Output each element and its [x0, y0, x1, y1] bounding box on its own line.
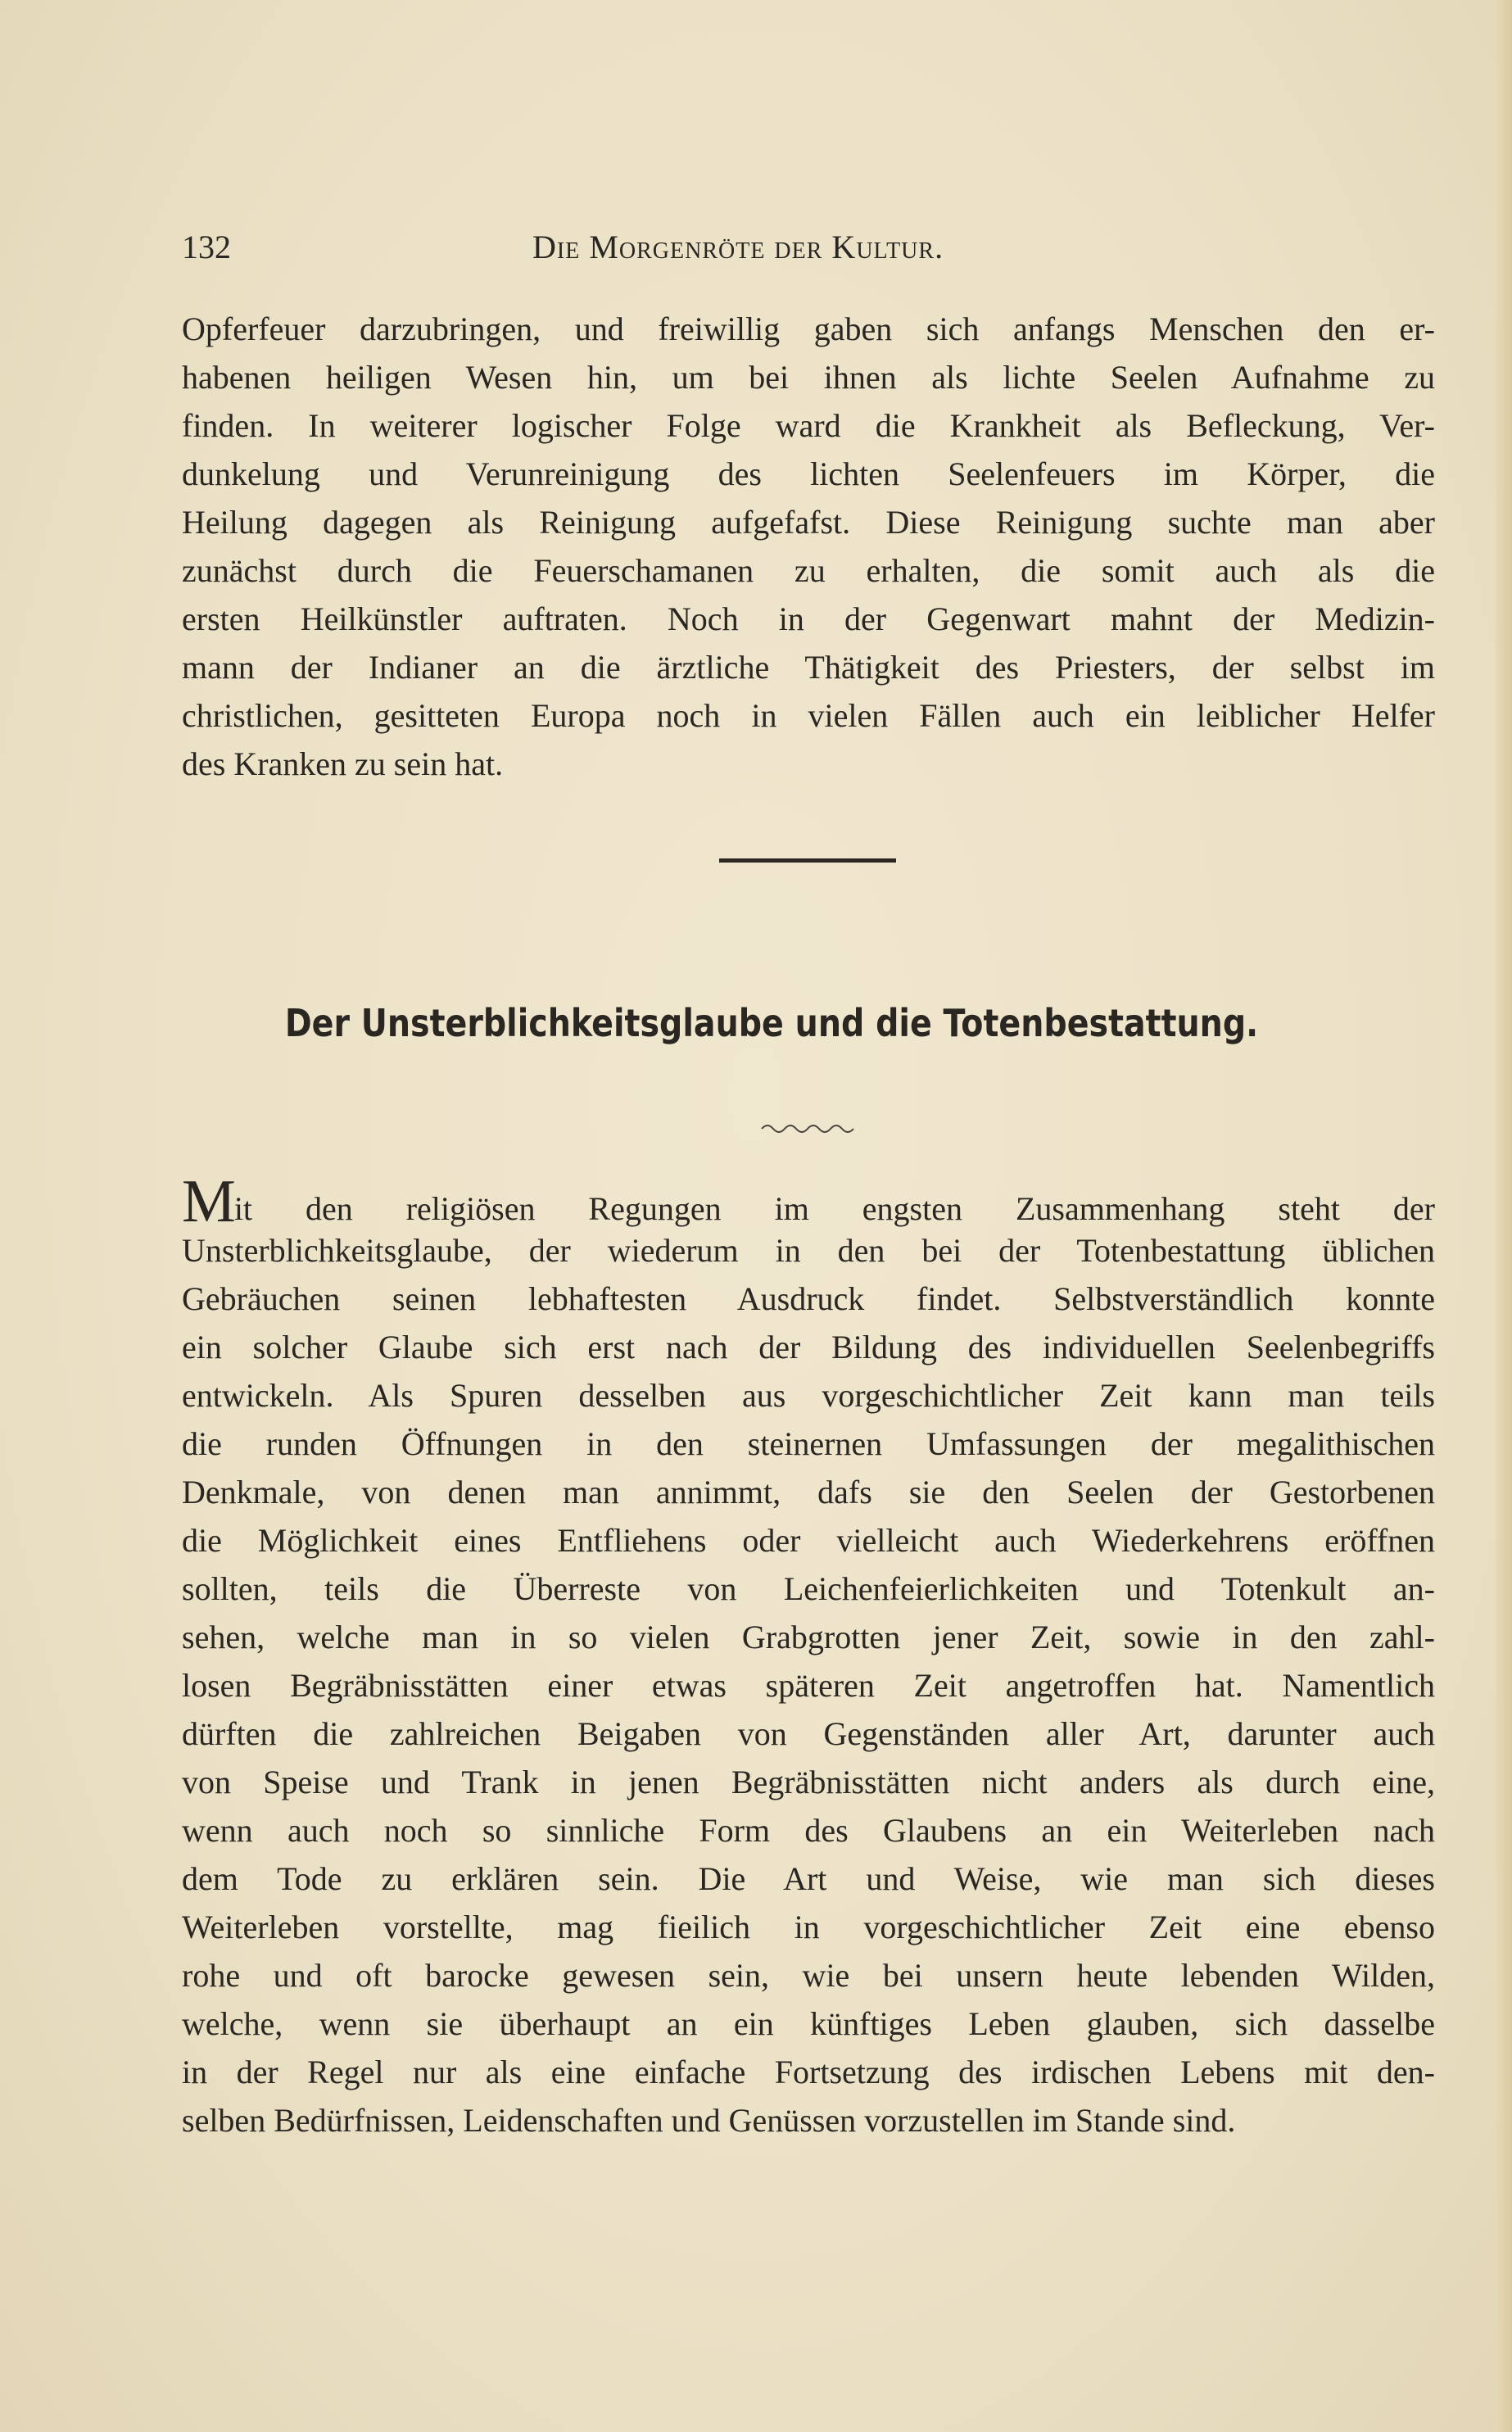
text-line: selben Bedürfnissen, Leidenschaften und Genüssen vorzustellen im Stande sind. — [182, 2102, 1236, 2139]
first-line — [182, 1168, 1435, 1235]
wave-ornament-icon — [760, 1119, 855, 1135]
text-line: finden. In weiterer logischer Folge ward die Krankheit als Befleckung, Ver- — [182, 407, 1435, 444]
text-line: mann der Indianer an die ärztliche Thätigkeit des Priesters, der selbst im — [182, 649, 1435, 686]
paragraph-2 — [182, 1168, 1435, 2144]
paragraph-1 — [182, 305, 1435, 788]
text-line: dem Tode zu erklären sein. Die Art und Weise, wie man sich dieses — [182, 1860, 1435, 1897]
text-line: habenen heiligen Wesen hin, um bei ihnen als lichte Seelen Aufnahme zu — [182, 359, 1435, 396]
text-line: die runden Öffnungen in den steinernen Umfassungen der megalithischen — [182, 1425, 1435, 1462]
text-line: entwickeln. Als Spuren desselben aus vorgeschichtlicher Zeit kann man teils — [182, 1377, 1435, 1414]
page-number: 132 — [182, 229, 231, 265]
running-head: Die Morgenröte der Kultur. — [532, 229, 944, 265]
text-line: welche, wenn sie überhaupt an ein künftiges Leben glauben, sich dasselbe — [182, 2005, 1435, 2042]
text-line: losen Begräbnisstätten einer etwas späteren Zeit angetroffen hat. Namentlich — [182, 1667, 1435, 1704]
text-line: zunächst durch die Feuerschamanen zu erhalten, die somit auch als die — [182, 552, 1435, 589]
text-line: Gebräuchen seinen lebhaftesten Ausdruck findet. Selbstverständlich konnte — [182, 1280, 1435, 1317]
text-line: sollten, teils die Überreste von Leichenfeierlichkeiten und Totenkult an- — [182, 1570, 1435, 1607]
text-line: christlichen, gesitteten Europa noch in vielen Fällen auch ein leiblicher Helfer — [182, 697, 1435, 734]
text-line: Heilung dagegen als Reinigung aufgefafst. Diese Reinigung suchte man aber — [182, 504, 1435, 541]
page-header — [182, 228, 1443, 277]
first-line-text: it den religiösen Regungen im engsten Zusammenhang steht der — [233, 1190, 1435, 1227]
text-line: sehen, welche man in so vielen Grabgrotten jener Zeit, sowie in den zahl- — [182, 1619, 1435, 1655]
text-line: Weiterleben vorstellte, mag fieilich in vorgeschichtlicher Zeit eine ebenso — [182, 1909, 1435, 1945]
section-divider — [719, 858, 896, 863]
text-line: rohe und oft barocke gewesen sein, wie bei unsern heute lebenden Wilden, — [182, 1957, 1435, 1994]
text-line: von Speise und Trank in jenen Begräbnisstätten nicht anders als durch eine, — [182, 1764, 1435, 1800]
text-line: Unsterblichkeitsglaube, der wiederum in den bei der Totenbestattung üblichen — [182, 1232, 1435, 1269]
text-line: wenn auch noch so sinnliche Form des Glaubens an ein Weiterleben nach — [182, 1812, 1435, 1849]
section-title: Der Unsterblichkeitsglaube und die Totenbestattung. — [284, 1001, 1259, 1045]
text-line: dunkelung und Verunreinigung des lichten Seelenfeuers im Körper, die — [182, 455, 1435, 492]
text-line: ein solcher Glaube sich erst nach der Bildung des individuellen Seelenbegriffs — [182, 1329, 1435, 1365]
text-line: ersten Heilkünstler auftraten. Noch in der Gegenwart mahnt der Medizin- — [182, 600, 1435, 637]
drop-cap: M — [182, 1168, 234, 1235]
text-line: Opferfeuer darzubringen, und freiwillig gaben sich anfangs Menschen den er- — [182, 310, 1435, 347]
page-edge — [1496, 0, 1512, 2432]
text-line: die Möglichkeit eines Entfliehens oder vielleicht auch Wiederkehrens eröffnen — [182, 1522, 1435, 1559]
text-line: in der Regel nur als eine einfache Fortsetzung des irdischen Lebens mit den- — [182, 2054, 1435, 2090]
text-line: dürften die zahlreichen Beigaben von Gegenständen aller Art, darunter auch — [182, 1715, 1435, 1752]
text-line: des Kranken zu sein hat. — [182, 745, 504, 782]
text-line: Denkmale, von denen man annimmt, dafs sie den Seelen der Gestorbenen — [182, 1474, 1435, 1510]
